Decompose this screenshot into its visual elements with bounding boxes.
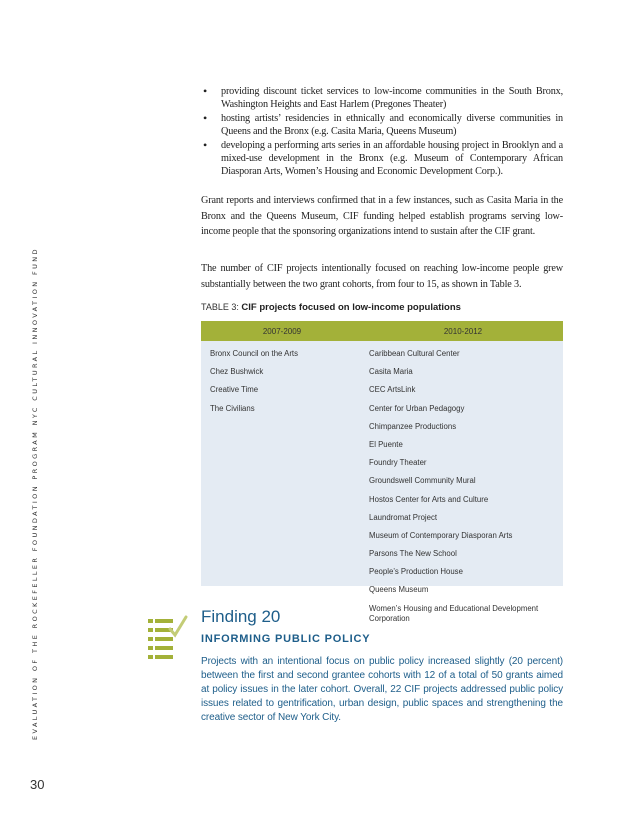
table-cell: Creative Time xyxy=(210,385,259,395)
bullet-item: • providing discount ticket services to low-income communities in the South Bronx, Washington Heights and East Harlem (Pregones Theater) xyxy=(201,85,563,112)
table-cell: CEC ArtsLink xyxy=(369,385,416,395)
finding-number: Finding 20 xyxy=(201,607,281,626)
finding-title: INFORMING PUBLIC POLICY xyxy=(201,633,371,645)
bullet-item: • hosting artists’ residencies in ethnically and economically diverse communities in Queens and the Bronx (e.g. Casita Maria, Queens Museum) xyxy=(201,112,563,139)
table-caption xyxy=(201,302,461,313)
column-2010-2012 xyxy=(369,349,563,632)
table-cell: Museum of Contemporary Diasporan Arts xyxy=(369,530,513,540)
table-header xyxy=(201,321,563,341)
table-cell: Chimpanzee Productions xyxy=(369,421,457,431)
table-cell: Parsons The New School xyxy=(369,549,457,559)
paragraph: Grant reports and interviews confirmed that in a few instances, such as Casita Maria in the Bronx and the Queens Museum, CIF funding helped establish programs serving low-income people that the sponsoring organizations intend to sustain after the CIF grant. xyxy=(201,195,563,238)
table-cell: Foundry Theater xyxy=(369,458,427,468)
table-cell: El Puente xyxy=(369,439,403,449)
bullet-item: • developing a performing arts series in an affordable housing project in Brooklyn and a mixed-use development in the Bronx (e.g. Museum of Contemporary African Diasporan Arts, Women’s Housing and Economic Development Corp.). xyxy=(201,139,563,179)
table-caption-prefix: TABLE 3: xyxy=(201,302,239,312)
column-header: 2010-2012 xyxy=(443,326,483,336)
table-cell: Groundswell Community Mural xyxy=(369,476,476,486)
table-cell: Center for Urban Pedagogy xyxy=(369,403,465,413)
table-body xyxy=(201,341,563,632)
table-cell: Hostos Center for Arts and Culture xyxy=(369,494,489,504)
bullet-list xyxy=(201,85,563,179)
checklist-icon xyxy=(146,615,190,667)
table-caption-title: CIF projects focused on low-income populations xyxy=(241,302,461,313)
table-cell: The Civilians xyxy=(210,403,255,413)
page-number: 30 xyxy=(30,777,45,792)
table-cell: Queens Museum xyxy=(369,585,429,595)
table-cell: People’s Production House xyxy=(369,567,463,577)
table-cell: Caribbean Cultural Center xyxy=(369,349,460,358)
paragraph: The number of CIF projects intentionally focused on reaching low-income people grew substantially between the two grant cohorts, from four to 15, as shown in Table 3. xyxy=(201,263,563,290)
table-cell: Bronx Council on the Arts xyxy=(210,349,298,358)
table-cell: Women’s Housing and Educational Development Corporation xyxy=(369,603,539,623)
column-2007-2009 xyxy=(201,349,369,632)
table-cell: Casita Maria xyxy=(369,367,413,377)
running-title: EVALUATION OF THE ROCKEFELLER FOUNDATION PROGRAM NYC CULTURAL INNOVATION FUND xyxy=(31,247,39,740)
column-header: 2007-2009 xyxy=(262,326,302,336)
finding-body: Projects with an intentional focus on public policy increased slightly (20 percent) between the first and second grantee cohorts with 12 of a total of 50 grants aimed at policy issues in the later cohort. Overall, 22 CIF projects addressed public policy issues related to gentrification, urban design, public spaces and strengthening the creative sector of New York City. xyxy=(201,656,563,724)
table-cell: Laundromat Project xyxy=(369,512,438,522)
table-cell: Chez Bushwick xyxy=(210,367,264,377)
